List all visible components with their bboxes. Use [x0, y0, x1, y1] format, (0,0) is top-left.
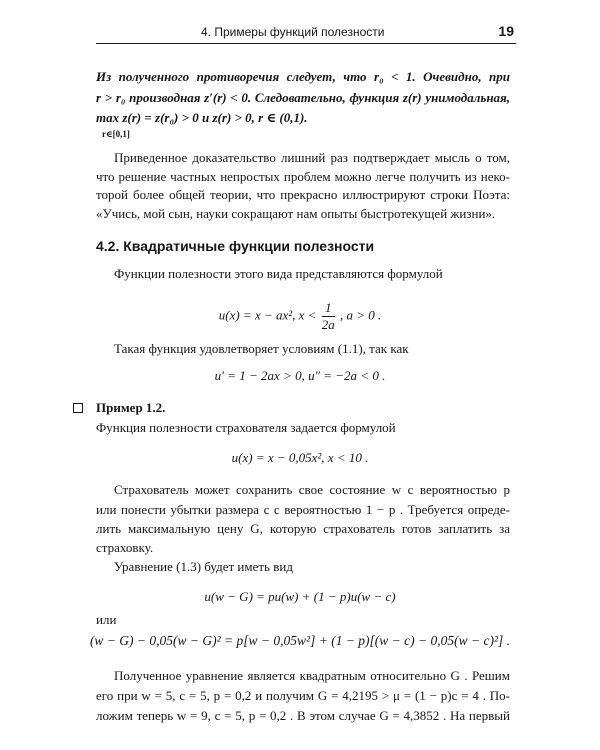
section-conditions-line: Такая функция удовлетворяет условиям (1.1), так как [114, 341, 409, 356]
fraction-denominator: 2a [321, 317, 335, 332]
remark-line-2: что решение частных непростых проблем можно легче получить из неко- [96, 169, 510, 184]
example-p3-line-1: Полученное уравнение является квадратным относительно G . Решим [114, 668, 510, 683]
remark-line-1: Приведенное доказательство лишний раз подтверждает мысль о том, [114, 150, 510, 165]
remark-line-4: «Учись, мой сын, науки сокращают нам опыты быстротекущей жизни». [96, 206, 496, 221]
section-heading: 4.2. Квадратичные функции полезности [96, 238, 375, 254]
formula-equation-1-3: u(w − G) = pu(w) + (1 − p)u(w − c) [204, 589, 396, 604]
fraction [322, 300, 335, 333]
example-p2: Уравнение (1.3) будет иметь вид [114, 559, 293, 574]
header-rule [96, 43, 516, 44]
example-p1-line-4: страховку. [96, 540, 154, 555]
example-or: или [96, 612, 117, 627]
example-title: Пример 1.2. [96, 400, 166, 415]
remark-line-3: торой более общей теории, что прекрасно иллюстрируют строки Поэта: [96, 187, 510, 202]
max-subscript: r∈[0,1] [102, 129, 130, 139]
section-intro-line: Функции полезности этого вида представляются формулой [114, 266, 443, 281]
header-title: 4. Примеры функций полезности [201, 25, 385, 39]
page-number: 19 [498, 23, 514, 39]
example-line-1: Функция полезности страхователя задается формулой [96, 420, 396, 435]
running-header [96, 20, 516, 42]
formula1-left: u(x) = x − ax², x < [218, 307, 317, 323]
example-box-icon [73, 403, 83, 413]
example-p1-line-2: или понести убытки размера c с вероятностью 1 − p . Требуется опреде- [96, 502, 510, 517]
intro-line-3: max z(r) = z(r₀) > 0 и z(r) > 0, r ∈ (0,1). [96, 110, 308, 125]
formula-expanded: (w − G) − 0,05(w − G)² = p[w − 0,05w²] + (1 − p)[(w − c) − 0,05(w − c)²] . [89, 633, 511, 648]
formula1-right: , a > 0 . [339, 307, 382, 323]
example-p3-line-3: ложим теперь w = 9, c = 5, p = 0,2 . В этом случае G = 4,3852 . На первый [96, 708, 510, 723]
intro-line-1: Из полученного противоречия следует, что r₀ < 1. Очевидно, при [96, 69, 510, 84]
example-p1-line-3: лить максимальную цену G, которую страхователь готов заплатить за [96, 521, 510, 536]
formula-insured-utility: u(x) = x − 0,05x², x < 10 . [231, 450, 369, 465]
formula-derivatives: u′ = 1 − 2ax > 0, u″ = −2a < 0 . [214, 368, 386, 383]
intro-line-2: r > r₀ производная z′(r) < 0. Следовательно, функция z(r) унимодальная, [96, 90, 510, 105]
example-p1-line-1: Страхователь может сохранить свое состояние w с вероятностью p [114, 482, 510, 497]
formula-utility-quadratic [0, 300, 600, 333]
fraction-numerator: 1 [322, 300, 335, 317]
example-p3-line-2: его при w = 5, c = 5, p = 0,2 и получим G = 4,2195 > μ = (1 − p)c = 4 . По- [96, 688, 510, 703]
